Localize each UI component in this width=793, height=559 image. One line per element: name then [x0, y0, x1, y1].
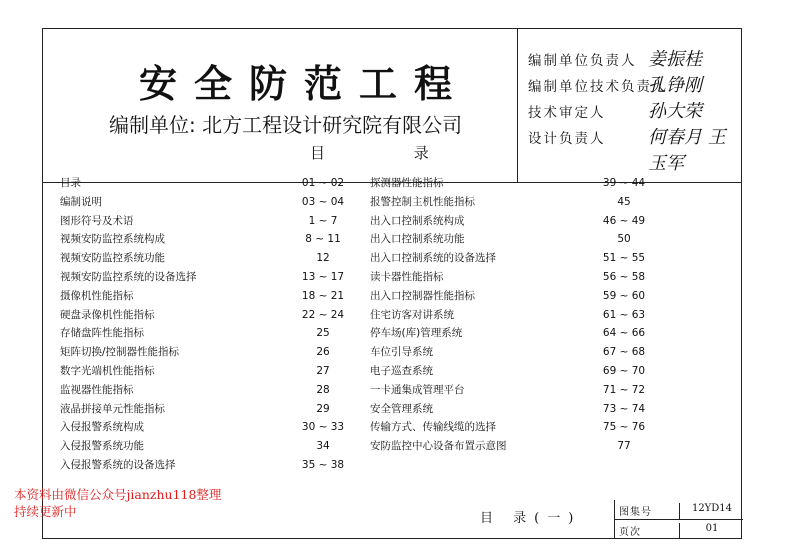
toc-entry: [370, 306, 690, 325]
toc-entry: [60, 174, 360, 193]
toc-entry-pages: 75 ~ 76: [602, 421, 646, 434]
toc-entry: [370, 437, 690, 456]
role-label: 设计负责人: [528, 131, 606, 147]
toc-entry-title: 安防监控中心设备布置示意图: [370, 440, 507, 453]
toc-entry-pages: 29: [316, 402, 330, 415]
signature: 何春月 王玉军: [648, 127, 726, 174]
toc-entry-title: 住宅访客对讲系统: [370, 308, 454, 321]
toc-entry-pages: 59 ~ 60: [602, 289, 646, 302]
toc-entry-pages: 13 ~ 17: [301, 270, 345, 283]
toc-entry-pages: 39 ~ 44: [602, 177, 646, 189]
sheet-title: 目 录(一): [480, 511, 582, 526]
signature: 姜振桂: [648, 49, 702, 70]
toc-entry-pages: 03 ~ 04: [301, 195, 345, 208]
atlas-row: [615, 500, 743, 519]
toc-entry-title: 电子巡查系统: [370, 364, 433, 377]
toc-entry-pages: 26: [316, 346, 330, 359]
toc-entry: [60, 249, 360, 268]
toc-entry: [370, 400, 690, 419]
toc-entry: [370, 362, 690, 381]
toc-entry-pages: 46 ~ 49: [602, 214, 646, 227]
toc-entry-pages: 51 ~ 55: [602, 252, 646, 265]
atlas-label: 图集号: [619, 507, 652, 518]
toc-entry-pages: 77: [617, 440, 631, 453]
toc-entry-pages: 64 ~ 66: [602, 327, 646, 340]
toc-entry: [60, 418, 360, 437]
toc-entry-title: 探测器性能指标: [370, 177, 444, 189]
toc-entry: [370, 212, 690, 231]
toc-entry: [60, 362, 360, 381]
role-label: 编制单位技术负责人: [528, 79, 668, 95]
toc-entry-pages: 56 ~ 58: [602, 270, 646, 283]
toc-entry-title: 矩阵切换/控制器性能指标: [60, 346, 180, 359]
toc-entry-title: 编制说明: [60, 195, 102, 208]
signature: 孔铮刚: [648, 75, 702, 96]
watermark: [14, 486, 221, 520]
toc-entry: [60, 381, 360, 400]
toc-entry: [370, 174, 690, 193]
toc-entry: [370, 287, 690, 306]
document-title: 安全防范工程: [139, 62, 470, 106]
toc-entry-title: 存储盘阵性能指标: [60, 327, 144, 340]
toc-entry: [370, 193, 690, 212]
toc-entry-pages: 71 ~ 72: [602, 383, 646, 396]
toc-entry: [60, 400, 360, 419]
toc-entry: [60, 230, 360, 249]
page-label: 页次: [619, 527, 641, 538]
toc-entry-title: 图形符号及术语: [60, 214, 134, 227]
toc-entry-pages: 8 ~ 11: [305, 233, 341, 246]
toc-entry-pages: 67 ~ 68: [602, 346, 646, 359]
toc-entry-title: 视频安防监控系统功能: [60, 252, 165, 265]
toc-entry-title: 出入口控制系统构成: [370, 214, 465, 227]
toc-entry: [60, 456, 360, 475]
toc-entry-title: 传输方式、传输线缆的选择: [370, 421, 496, 434]
toc-entry: [370, 249, 690, 268]
toc-entry-title: 一卡通集成管理平台: [370, 383, 465, 396]
toc-entry: [60, 268, 360, 287]
toc-entry-pages: 34: [316, 440, 330, 453]
org-label: 编制单位:: [109, 113, 196, 137]
signature: 孙大荣: [648, 101, 702, 122]
toc-entry: [370, 324, 690, 343]
toc-entry-pages: 1 ~ 7: [308, 214, 338, 227]
toc-entry: [60, 343, 360, 362]
toc-entry-title: 出入口控制器性能指标: [370, 289, 475, 302]
toc-entry-title: 视频安防监控系统的设备选择: [60, 270, 197, 283]
toc-entry-pages: 12: [316, 252, 330, 265]
toc-entry: [370, 381, 690, 400]
toc-entry-title: 视频安防监控系统构成: [60, 233, 165, 246]
toc-entry-pages: 45: [617, 195, 631, 208]
toc-entry-title: 液晶拼接单元性能指标: [60, 402, 165, 415]
toc-entry-pages: 18 ~ 21: [301, 289, 345, 302]
toc-left-column: [60, 174, 360, 475]
responsibility-row: [528, 75, 738, 101]
toc-entry-title: 报警控制主机性能指标: [370, 195, 475, 208]
toc-entry-title: 入侵报警系统功能: [60, 440, 144, 453]
responsibility-row: [528, 127, 738, 174]
toc-entry-title: 出入口控制系统功能: [370, 233, 465, 246]
toc-entry: [370, 418, 690, 437]
toc-entry: [60, 193, 360, 212]
toc-entry-pages: 30 ~ 33: [301, 421, 345, 434]
header-divider: [517, 29, 518, 182]
toc-entry-pages: 25: [316, 327, 330, 340]
responsibility-row: [528, 49, 738, 75]
toc-entry-pages: 35 ~ 38: [301, 458, 345, 471]
watermark-line: 持续更新中: [14, 504, 77, 519]
toc-entry-pages: 27: [316, 364, 330, 377]
atlas-number: 12YD14: [679, 503, 744, 519]
toc-entry-title: 摄像机性能指标: [60, 289, 134, 302]
title-block: [614, 500, 743, 539]
toc-heading: 目 录: [310, 144, 471, 162]
org-name: 北方工程设计研究院有限公司: [202, 113, 463, 137]
toc-entry-title: 入侵报警系统构成: [60, 421, 144, 434]
toc-entry-title: 车位引导系统: [370, 346, 433, 359]
toc-entry: [60, 287, 360, 306]
toc-entry-title: 硬盘录像机性能指标: [60, 308, 155, 321]
toc-entry-title: 目录: [60, 177, 81, 189]
toc-entry: [60, 324, 360, 343]
toc-entry-title: 停车场(库)管理系统: [370, 327, 463, 340]
toc-entry-pages: 01 ~ 02: [301, 177, 345, 189]
toc-right-column: [370, 174, 690, 456]
toc-entry-title: 监视器性能指标: [60, 383, 134, 396]
toc-entry: [60, 212, 360, 231]
toc-entry-title: 安全管理系统: [370, 402, 433, 415]
toc-entry-pages: 22 ~ 24: [301, 308, 345, 321]
responsibility-table: [528, 49, 738, 174]
toc-entry: [370, 230, 690, 249]
role-label: 技术审定人: [528, 105, 606, 121]
toc-entry: [370, 268, 690, 287]
toc-entry-pages: 50: [617, 233, 631, 246]
page-number: 01: [679, 523, 744, 539]
toc-entry-pages: 69 ~ 70: [602, 364, 646, 377]
toc-entry-title: 出入口控制系统的设备选择: [370, 252, 496, 265]
watermark-line: 本资料由微信公众号jianzhu118整理: [14, 487, 222, 502]
toc-entry: [370, 343, 690, 362]
toc-entry: [60, 306, 360, 325]
toc-entry-title: 入侵报警系统的设备选择: [60, 458, 176, 471]
toc-entry: [60, 437, 360, 456]
toc-entry-pages: 28: [316, 383, 330, 396]
organization-line: [109, 109, 462, 138]
toc-entry-title: 读卡器性能指标: [370, 270, 444, 283]
toc-entry-title: 数字光端机性能指标: [60, 364, 155, 377]
role-label: 编制单位负责人: [528, 53, 637, 69]
toc-entry-pages: 73 ~ 74: [602, 402, 646, 415]
toc-entry-pages: 61 ~ 63: [602, 308, 646, 321]
page-row: [615, 519, 743, 539]
